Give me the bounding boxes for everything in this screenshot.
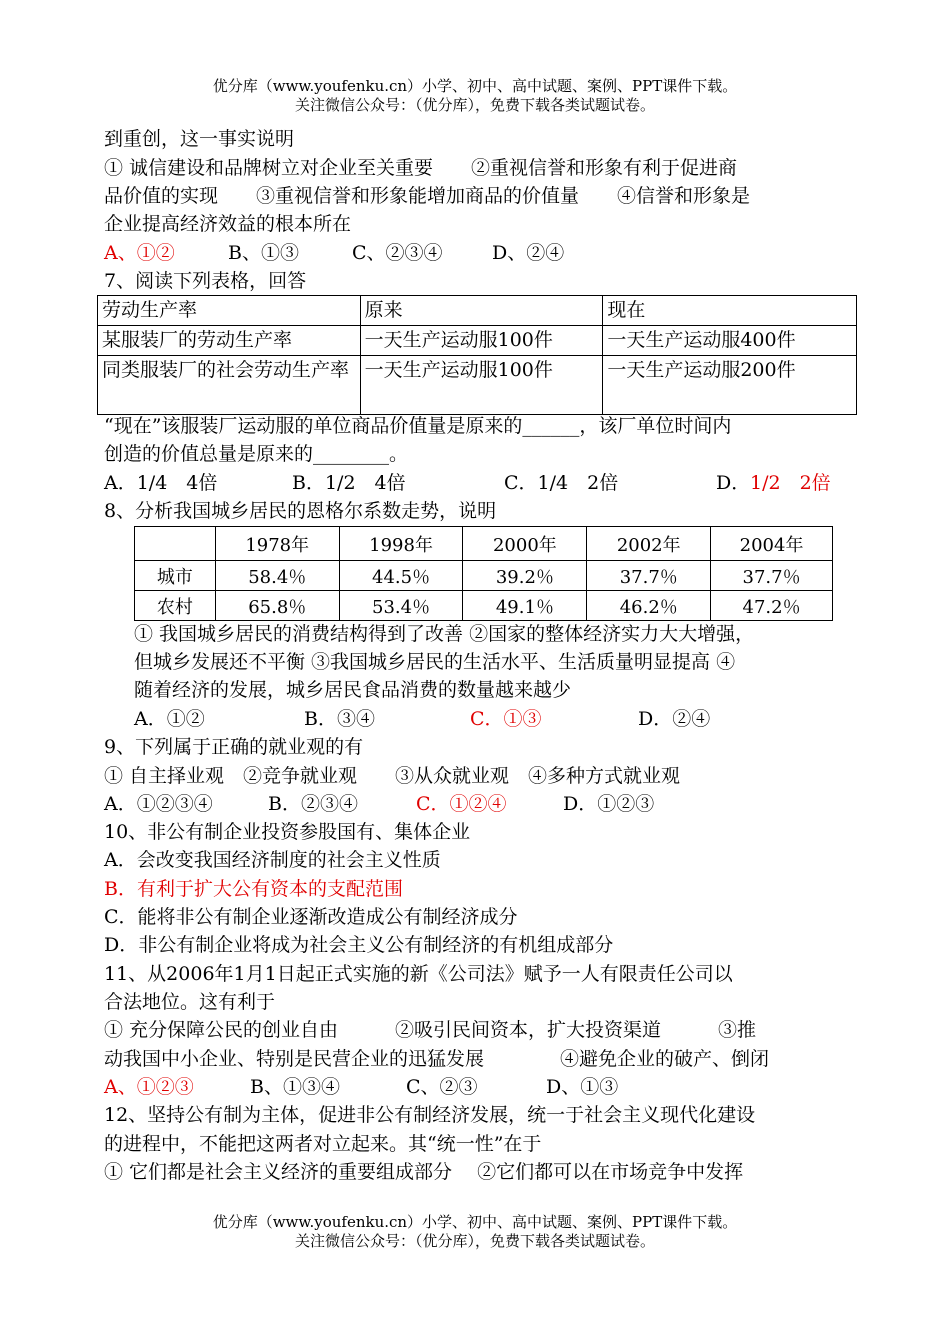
table-cell: 37.7％	[587, 561, 711, 591]
table-cell: 2000年	[463, 527, 587, 561]
table-row	[98, 356, 857, 415]
table-cell: 1998年	[339, 527, 463, 561]
footer-line-1: 优分库（www.youfenku.cn）小学、初中、高中试题、案例、PPT课件下载。	[212, 1213, 738, 1231]
table-cell: 46.2％	[587, 591, 711, 621]
q12-line-2: 的进程中，不能把这两者对立起来。其“统一性”在于	[104, 1133, 542, 1155]
q10-option-d: D．非公有制企业将成为社会主义公有制经济的有机组成部分	[104, 934, 614, 956]
table-cell: 劳动生产率	[98, 296, 361, 326]
table-row	[98, 326, 857, 356]
table-cell: 一天生产运动服100件	[360, 356, 603, 415]
table-row	[135, 591, 833, 621]
table-cell: 原来	[360, 296, 603, 326]
q12-line-1: 12、坚持公有制为主体，促进非公有制经济发展，统一于社会主义现代化建设	[104, 1104, 756, 1126]
q10-option-b: B．有利于扩大公有资本的支配范围	[104, 878, 403, 900]
q7-line-1: “现在”该服装厂运动服的单位商品价值量是原来的______，该厂单位时间内	[104, 415, 732, 437]
q8-stem: 8、分析我国城乡居民的恩格尔系数走势，说明	[104, 500, 497, 522]
table-cell: 一天生产运动服200件	[603, 356, 857, 415]
q7-stem: 7、阅读下列表格，回答	[104, 270, 307, 292]
q8-option-a: A．①②	[134, 708, 205, 730]
q6-line-3: 品价值的实现 ③重视信誉和形象能增加商品的价值量 ④信誉和形象是	[104, 185, 751, 207]
q6-option-a: A、①②	[104, 242, 175, 264]
q11-option-c: C、②③	[406, 1076, 478, 1098]
table-cell	[135, 527, 216, 561]
q6-option-d: D、②④	[492, 242, 565, 264]
q9-line-1: ① 自主择业观 ②竞争就业观 ③从众就业观 ④多种方式就业观	[104, 765, 681, 787]
table-cell: 39.2％	[463, 561, 587, 591]
table-cell: 一天生产运动服400件	[603, 326, 857, 356]
q9-stem: 9、下列属于正确的就业观的有	[104, 736, 364, 758]
q6-line-2: ① 诚信建设和品牌树立对企业至关重要 ②重视信誉和形象有利于促进商	[104, 157, 738, 179]
table-cell: 65.8％	[215, 591, 339, 621]
table-row	[135, 561, 833, 591]
productivity-table	[97, 295, 857, 415]
table-cell: 37.7％	[711, 561, 833, 591]
engel-coefficient-table	[134, 526, 833, 621]
q8-option-c: C．①③	[470, 708, 542, 730]
q7-option-a: A．1/4 4倍	[104, 472, 218, 494]
q11-option-a: A、①②③	[104, 1076, 194, 1098]
header-line-1: 优分库（www.youfenku.cn）小学、初中、高中试题、案例、PPT课件下载。	[212, 77, 738, 95]
q11-line-1: 11、从2006年1月1日起正式实施的新《公司法》赋予一人有限责任公司以	[104, 963, 733, 985]
q6-option-c: C、②③④	[352, 242, 443, 264]
q7-option-b: B．1/2 4倍	[292, 472, 406, 494]
table-cell: 城市	[135, 561, 216, 591]
q11-option-b: B、①③④	[250, 1076, 340, 1098]
table-row	[135, 527, 833, 561]
q9-option-c: C．①②④	[416, 793, 507, 815]
table-cell: 58.4％	[215, 561, 339, 591]
q9-option-a: A．①②③④	[104, 793, 213, 815]
table-cell: 某服装厂的劳动生产率	[98, 326, 361, 356]
q7-line-2: 创造的价值总量是原来的________。	[104, 443, 409, 465]
table-cell: 农村	[135, 591, 216, 621]
table-cell: 2004年	[711, 527, 833, 561]
q9-option-d: D．①②③	[563, 793, 655, 815]
q8-line-3: 随着经济的发展，城乡居民食品消费的数量越来越少	[134, 679, 572, 701]
table-cell: 同类服装厂的社会劳动生产率	[98, 356, 361, 415]
q8-line-1: ① 我国城乡居民的消费结构得到了改善 ②国家的整体经济实力大大增强，	[134, 623, 755, 645]
q10-option-c: C．能将非公有制企业逐渐改造成公有制经济成分	[104, 906, 518, 928]
footer-line-2: 关注微信公众号：（优分库），免费下载各类试题试卷。	[294, 1232, 655, 1250]
table-cell: 49.1％	[463, 591, 587, 621]
table-cell: 47.2％	[711, 591, 833, 621]
q10-option-a: A．会改变我国经济制度的社会主义性质	[104, 849, 441, 871]
table-cell: 44.5％	[339, 561, 463, 591]
q7-option-d-label: D．	[716, 472, 751, 494]
q11-line-3: ① 充分保障公民的创业自由 ②吸引民间资本，扩大投资渠道 ③推	[104, 1019, 757, 1041]
table-cell: 1978年	[215, 527, 339, 561]
table-cell: 2002年	[587, 527, 711, 561]
q7-option-c: C．1/4 2倍	[504, 472, 619, 494]
q11-option-d: D、①③	[546, 1076, 619, 1098]
table-cell: 一天生产运动服100件	[360, 326, 603, 356]
q8-line-2: 但城乡发展还不平衡 ③我国城乡居民的生活水平、生活质量明显提高 ④	[134, 651, 736, 673]
q12-line-3: ① 它们都是社会主义经济的重要组成部分 ②它们都可以在市场竞争中发挥	[104, 1161, 744, 1183]
q7-option-d-answer: 1/2 2倍	[750, 472, 831, 494]
q8-option-d: D．②④	[638, 708, 711, 730]
header-line-2: 关注微信公众号：（优分库），免费下载各类试题试卷。	[294, 96, 655, 114]
q8-option-b: B．③④	[304, 708, 375, 730]
q6-option-b: B、①③	[228, 242, 299, 264]
q11-line-4: 动我国中小企业、特别是民营企业的迅猛发展 ④避免企业的破产、倒闭	[104, 1048, 770, 1070]
table-cell: 53.4％	[339, 591, 463, 621]
table-row	[98, 296, 857, 326]
q9-option-b: B．②③④	[268, 793, 358, 815]
q6-line-4: 企业提高经济效益的根本所在	[104, 213, 352, 235]
q11-line-2: 合法地位。这有利于	[104, 991, 276, 1013]
table-cell: 现在	[603, 296, 857, 326]
q10-stem: 10、非公有制企业投资参股国有、集体企业	[104, 821, 471, 843]
q6-line-1: 到重创，这一事实说明	[104, 128, 295, 150]
